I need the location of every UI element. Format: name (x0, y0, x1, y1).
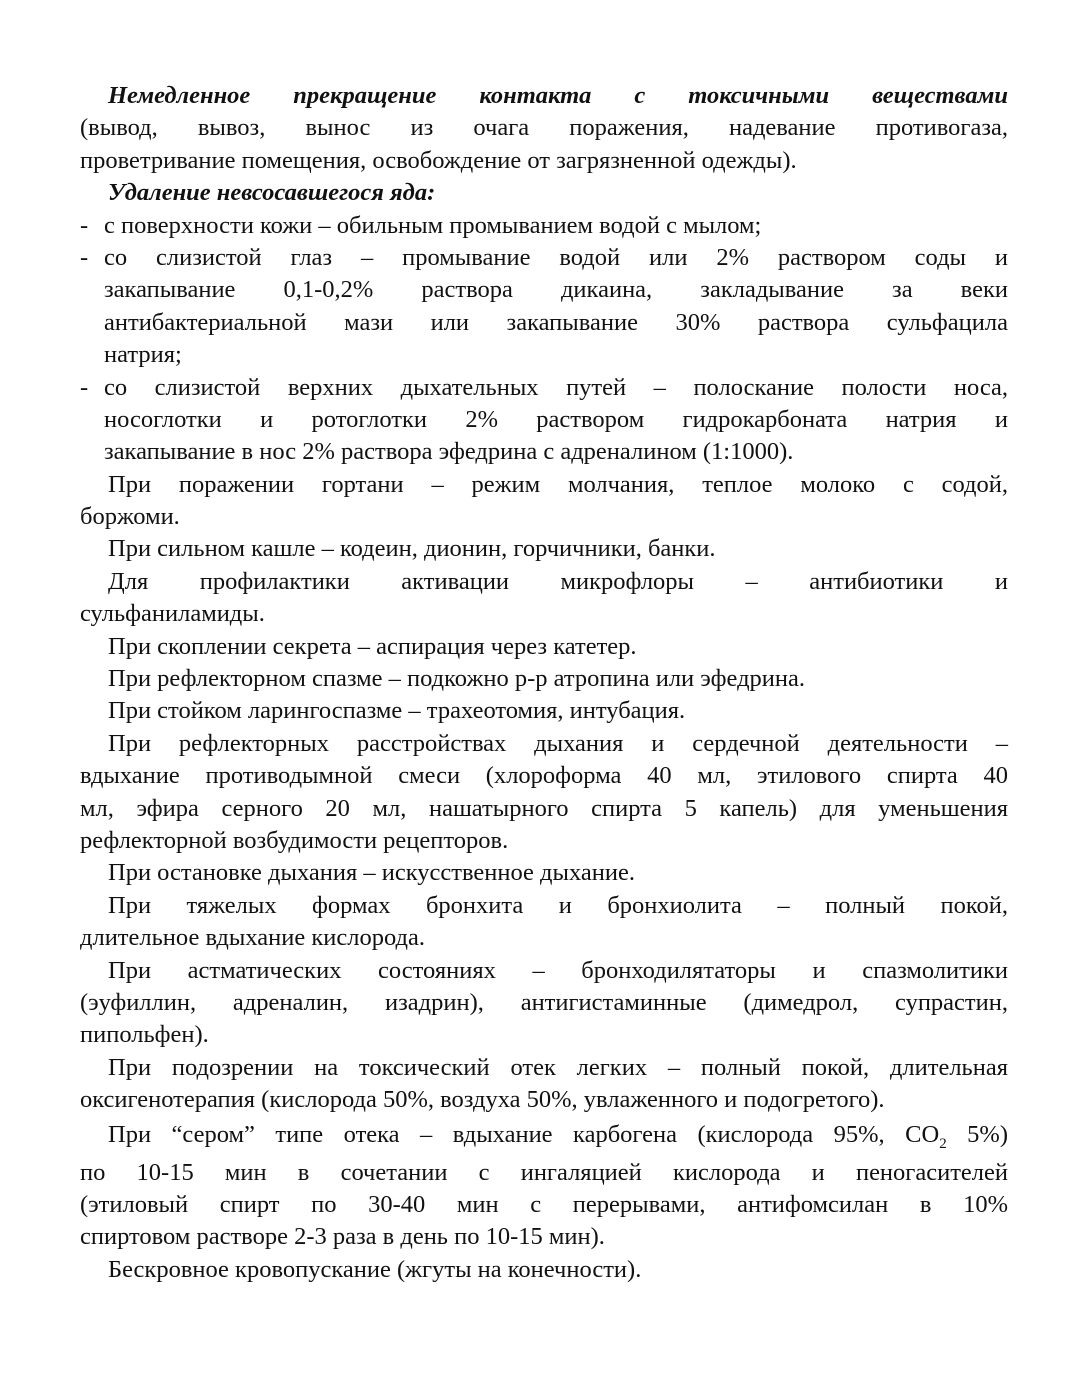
paragraph-line: по 10-15 мин в сочетании с ингаляцией кислорода и пеногасителей (80, 1158, 1008, 1186)
paragraph-line: длительное вдыхание кислорода. (80, 924, 425, 952)
paragraph-line: боржоми. (80, 503, 180, 531)
document-body (80, 80, 1008, 1286)
paragraph-line: При поражении гортани – режим молчания, теплое молоко с содой, (108, 470, 1008, 498)
paragraph-line: (вывод, вывоз, вынос из очага поражения, надевание противогаза, (80, 114, 1008, 142)
list-item (80, 242, 1008, 274)
paragraph-line: (эуфиллин, адреналин, изадрин), антигистаминные (димедрол, супрастин, (80, 988, 1008, 1016)
paragraph-line: рефлекторной возбудимости рецепторов. (80, 826, 509, 854)
paragraph-line: При остановке дыхания – искусственное дыхание. (108, 859, 636, 887)
text-run: 5%) (946, 1120, 1008, 1148)
paragraph-line: мл, эфира серного 20 мл, нашатырного спирта 5 капель) для уменьшения (80, 794, 1008, 822)
paragraph-line: При стойком ларингоспазме – трахеотомия, интубация. (108, 697, 686, 725)
paragraph-line: При подозрении на токсический отек легких – полный покой, длительная (108, 1053, 1008, 1081)
list-dash: - (80, 211, 89, 239)
paragraph-line: При тяжелых формах бронхита и бронхиолита – полный покой, (108, 891, 1008, 919)
paragraph-line: При рефлекторных расстройствах дыхания и сердечной деятельности – (108, 729, 1008, 757)
list-item (80, 372, 1008, 404)
paragraph-line: При сильном кашле – кодеин, дионин, горчичники, банки. (108, 535, 716, 563)
paragraph-line: пипольфен). (80, 1021, 209, 1049)
list-item-line: антибактериальной мази или закапывание 30% раствора сульфацила (104, 308, 1008, 336)
paragraph-line: (этиловый спирт по 30-40 мин с перерывами, антифомсилан в 10% (80, 1190, 1008, 1218)
list-item-text: с поверхности кожи – обильным промыванием водой с мылом; (104, 211, 762, 239)
paragraph-line: оксигенотерапия (кислорода 50%, воздуха 50%, увлаженного и подогретого). (80, 1086, 885, 1114)
paragraph-line: сульфаниламиды. (80, 600, 265, 628)
list-item-text: со слизистой глаз – промывание водой или 2% раствором соды и (104, 243, 1008, 271)
list-item-line: натрия; (104, 341, 182, 369)
list-item (80, 210, 1008, 242)
paragraph-line: При астматических состояниях – бронходилятаторы и спазмолитики (108, 956, 1008, 984)
list-item-line: носоглотки и ротоглотки 2% раствором гидрокарбоната натрия и (104, 405, 1008, 433)
paragraph-line: спиртовом растворе 2-3 раза в день по 10-15 мин). (80, 1223, 605, 1251)
paragraph-line-co2 (80, 1117, 1008, 1157)
paragraph-line: вдыхание противодымной смеси (хлороформа 40 мл, этилового спирта 40 (80, 762, 1008, 790)
list-item-text: со слизистой верхних дыхательных путей – полоскание полости носа, (104, 373, 1008, 401)
paragraph-line: проветривание помещения, освобождение от загрязненной одежды). (80, 146, 797, 174)
list-item-line: закапывание в нос 2% раствора эфедрина с адреналином (1:1000). (104, 438, 794, 466)
paragraph-line: При скоплении секрета – аспирация через катетер. (108, 632, 637, 660)
list-dash: - (80, 373, 89, 401)
paragraph-line: Бескровное кровопускание (жгуты на конечности). (108, 1255, 642, 1283)
list-item-line: закапывание 0,1-0,2% раствора дикаина, закладывание за веки (104, 276, 1008, 304)
subscript-2: 2 (939, 1135, 947, 1152)
text-run: При “сером” типе отека – вдыхание карбогена (кислорода 95%, CO (108, 1120, 940, 1148)
list-dash: - (80, 243, 89, 271)
paragraph-line: При рефлекторном спазме – подкожно р-р атропина или эфедрина. (108, 665, 806, 693)
section-heading: Удаление невсосавшегося яда: (108, 179, 436, 207)
paragraph-line: Для профилактики активации микрофлоры – антибиотики и (108, 567, 1008, 595)
paragraph-lead-emphasis: Немедленное прекращение контакта с токсичными веществами (108, 82, 1008, 109)
